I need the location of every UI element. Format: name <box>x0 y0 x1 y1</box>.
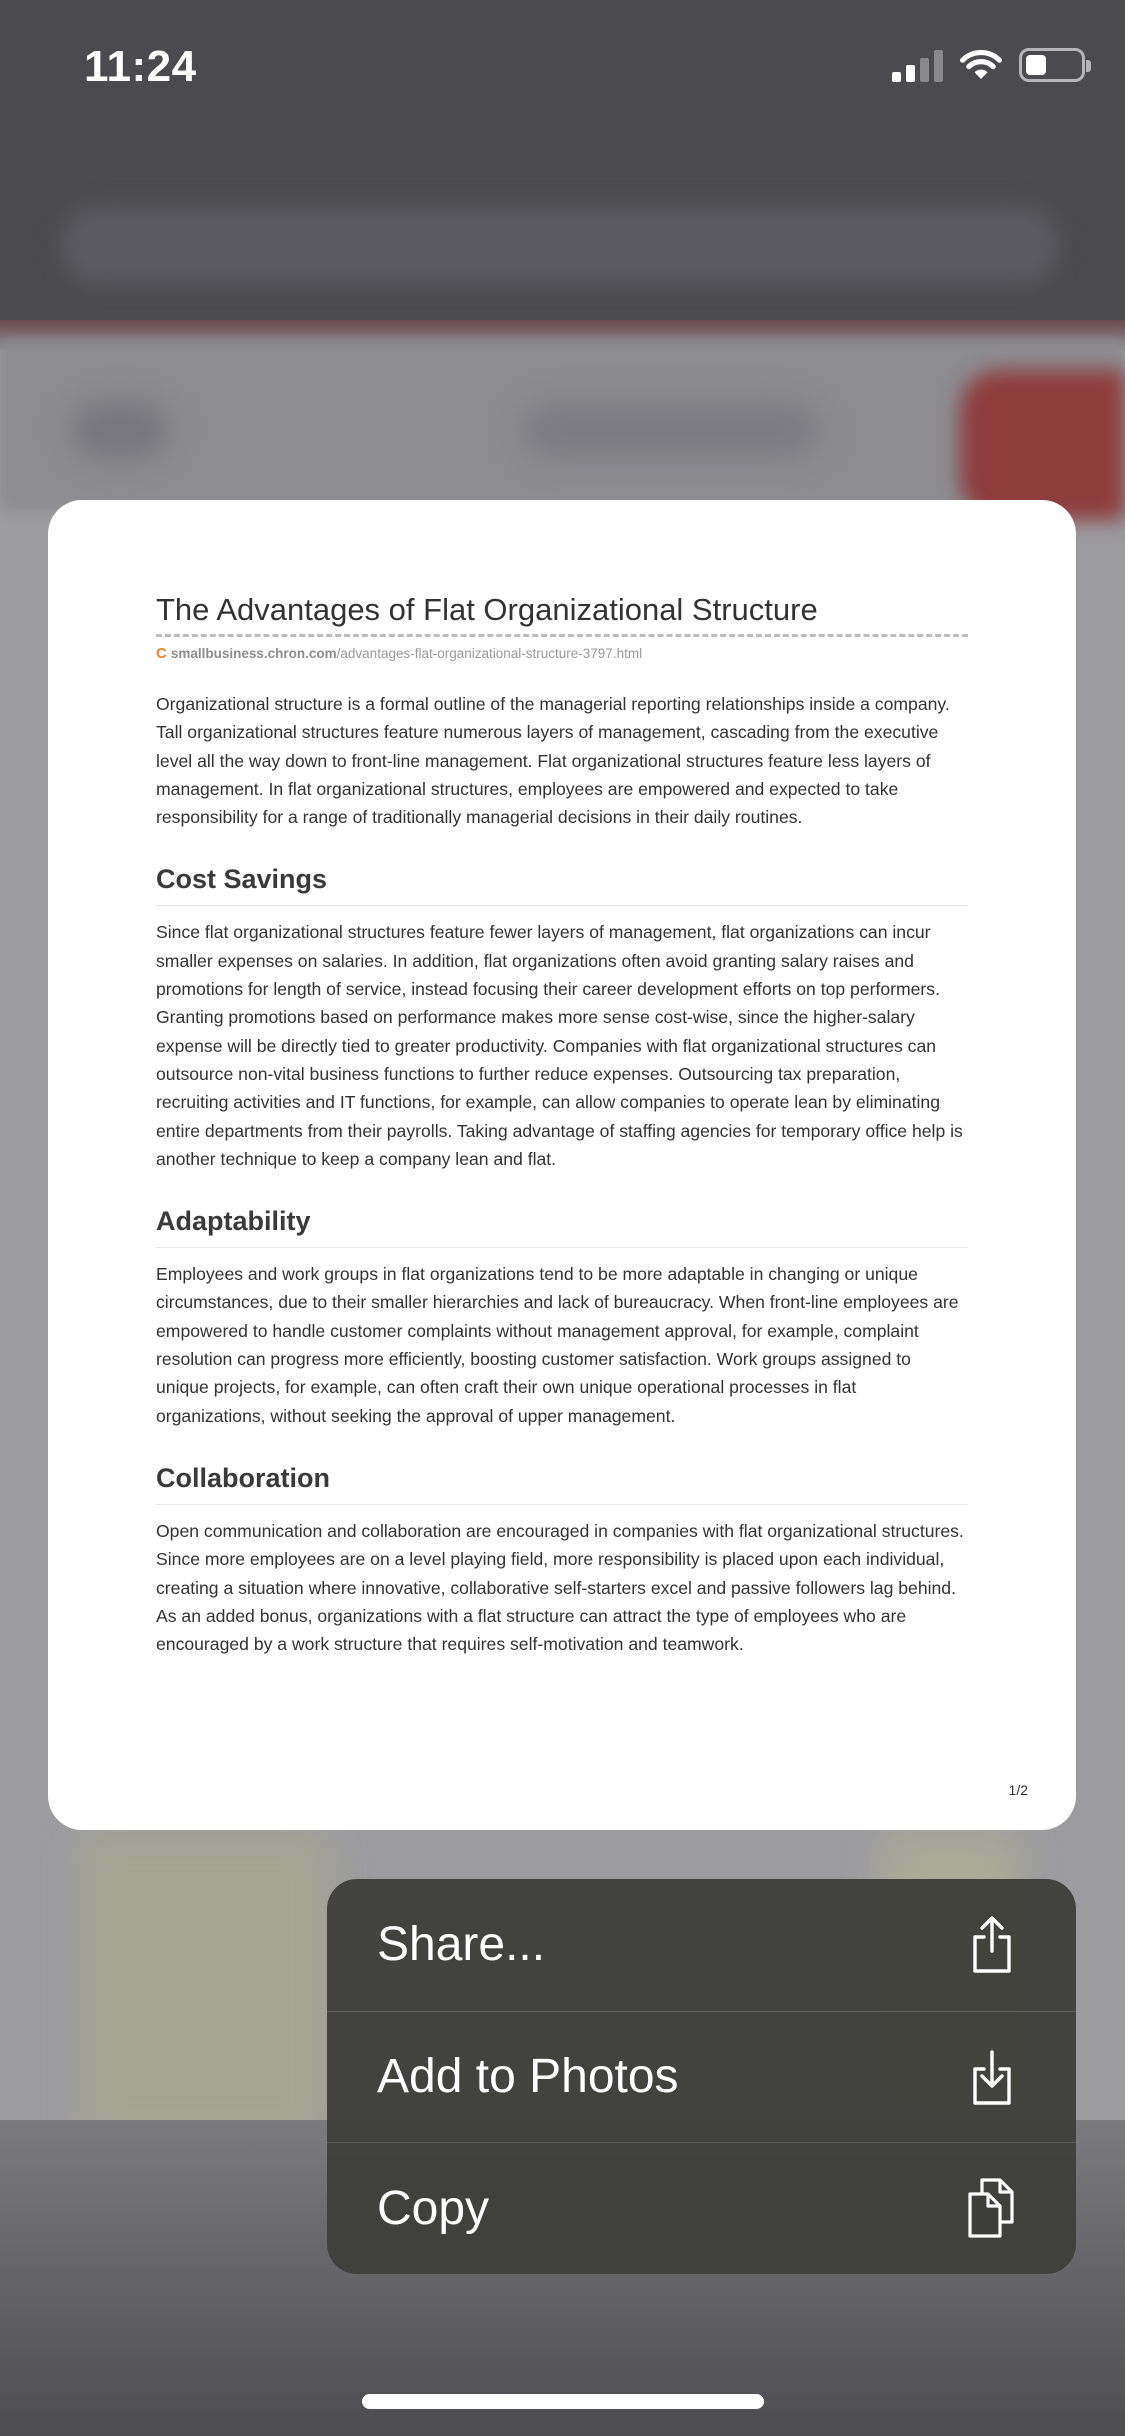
wifi-icon <box>959 48 1003 82</box>
menu-item-label: Copy <box>377 2181 490 2235</box>
section-heading: Collaboration <box>156 1460 968 1505</box>
battery-icon <box>1019 48 1085 82</box>
document-preview <box>156 590 968 1658</box>
section-paragraph: Employees and work groups in flat organizations tend to be more adaptable in changing or unique circumstances, due to their smaller hierarchies and lack of bureaucracy. When front-line employees are empowered to handle customer complaints without management approval, for example, complaint resolution can progress more efficiently, boosting customer satisfaction. Work groups assigned to unique projects, for example, can often craft their own unique operational processes in flat organizations, without seeking the approval of upper management. <box>156 1264 959 1426</box>
add-to-photos-menu-item[interactable] <box>327 2011 1076 2143</box>
section-paragraph: Since flat organizational structures feature fewer layers of management, flat organizations can incur smaller expenses on salaries. In addition, flat organizations often avoid granting salary raises and promotions for length of service, instead focusing their career development efforts on top performers. Granting promotions based on performance makes more sense cost-wise, since the higher-salary expense will be directly tied to greater productivity. Companies with flat organizational structures can outsource non-vital business functions to further reduce expenses. Outsourcing tax preparation, recruiting activities and IT functions, for example, can allow companies to operate lean by eliminating entire departments from their payrolls. Taking advantage of staffing agencies for temporary office help is another technique to keep a company lean and flat. <box>156 922 963 1169</box>
menu-item-label: Share... <box>377 1918 546 1972</box>
page-indicator: 1/2 <box>1008 1782 1028 1798</box>
title-divider <box>156 634 968 637</box>
document-source <box>156 645 968 662</box>
blurred-address-bar <box>60 205 1060 285</box>
source-path: /advantages-flat-organizational-structure-3797.html <box>336 646 643 661</box>
context-menu <box>327 1879 1076 2274</box>
status-icons <box>892 48 1085 82</box>
cellular-signal-icon <box>892 48 943 82</box>
status-time: 11:24 <box>84 42 197 91</box>
blurred-red-button <box>960 370 1125 520</box>
blurred-shape <box>520 400 820 460</box>
section-heading: Adaptability <box>156 1203 968 1248</box>
section-heading: Cost Savings <box>156 861 968 906</box>
section-paragraph: Open communication and collaboration are encouraged in companies with flat organizational structures. Since more employees are on a level playing field, more responsibility is placed upon each individual, creating a situation where innovative, collaborative self-starters excel and passive followers lag behind. As an added bonus, organizations with a flat structure can attract the type of employees who are encouraged by a work structure that requires self-motivation and teamwork. <box>156 1520 964 1655</box>
home-indicator[interactable] <box>362 2394 764 2409</box>
copy-menu-item[interactable] <box>327 2142 1076 2274</box>
page-preview-card[interactable] <box>48 500 1076 1830</box>
blurred-shape <box>80 1830 330 2150</box>
copy-icon <box>964 2177 1020 2239</box>
document-title: The Advantages of Flat Organizational Structure <box>156 592 818 627</box>
share-menu-item[interactable] <box>327 1879 1076 2011</box>
download-icon <box>964 2046 1020 2108</box>
source-domain: smallbusiness.chron.com <box>170 646 337 661</box>
intro-paragraph: Organizational structure is a formal outline of the managerial reporting relationships inside a company. Tall organizational structures feature numerous layers of management, cascading from the executive level all the way down to front-line management. Flat organizational structures feature less layers of management. In flat organizational structures, employees are empowered and expected to take responsibility for a range of traditionally managerial decisions in their daily routines. <box>156 694 950 828</box>
share-icon <box>964 1914 1020 1976</box>
site-favicon-icon: C <box>156 645 167 662</box>
blurred-shape <box>70 400 170 460</box>
menu-item-label: Add to Photos <box>377 2050 679 2104</box>
